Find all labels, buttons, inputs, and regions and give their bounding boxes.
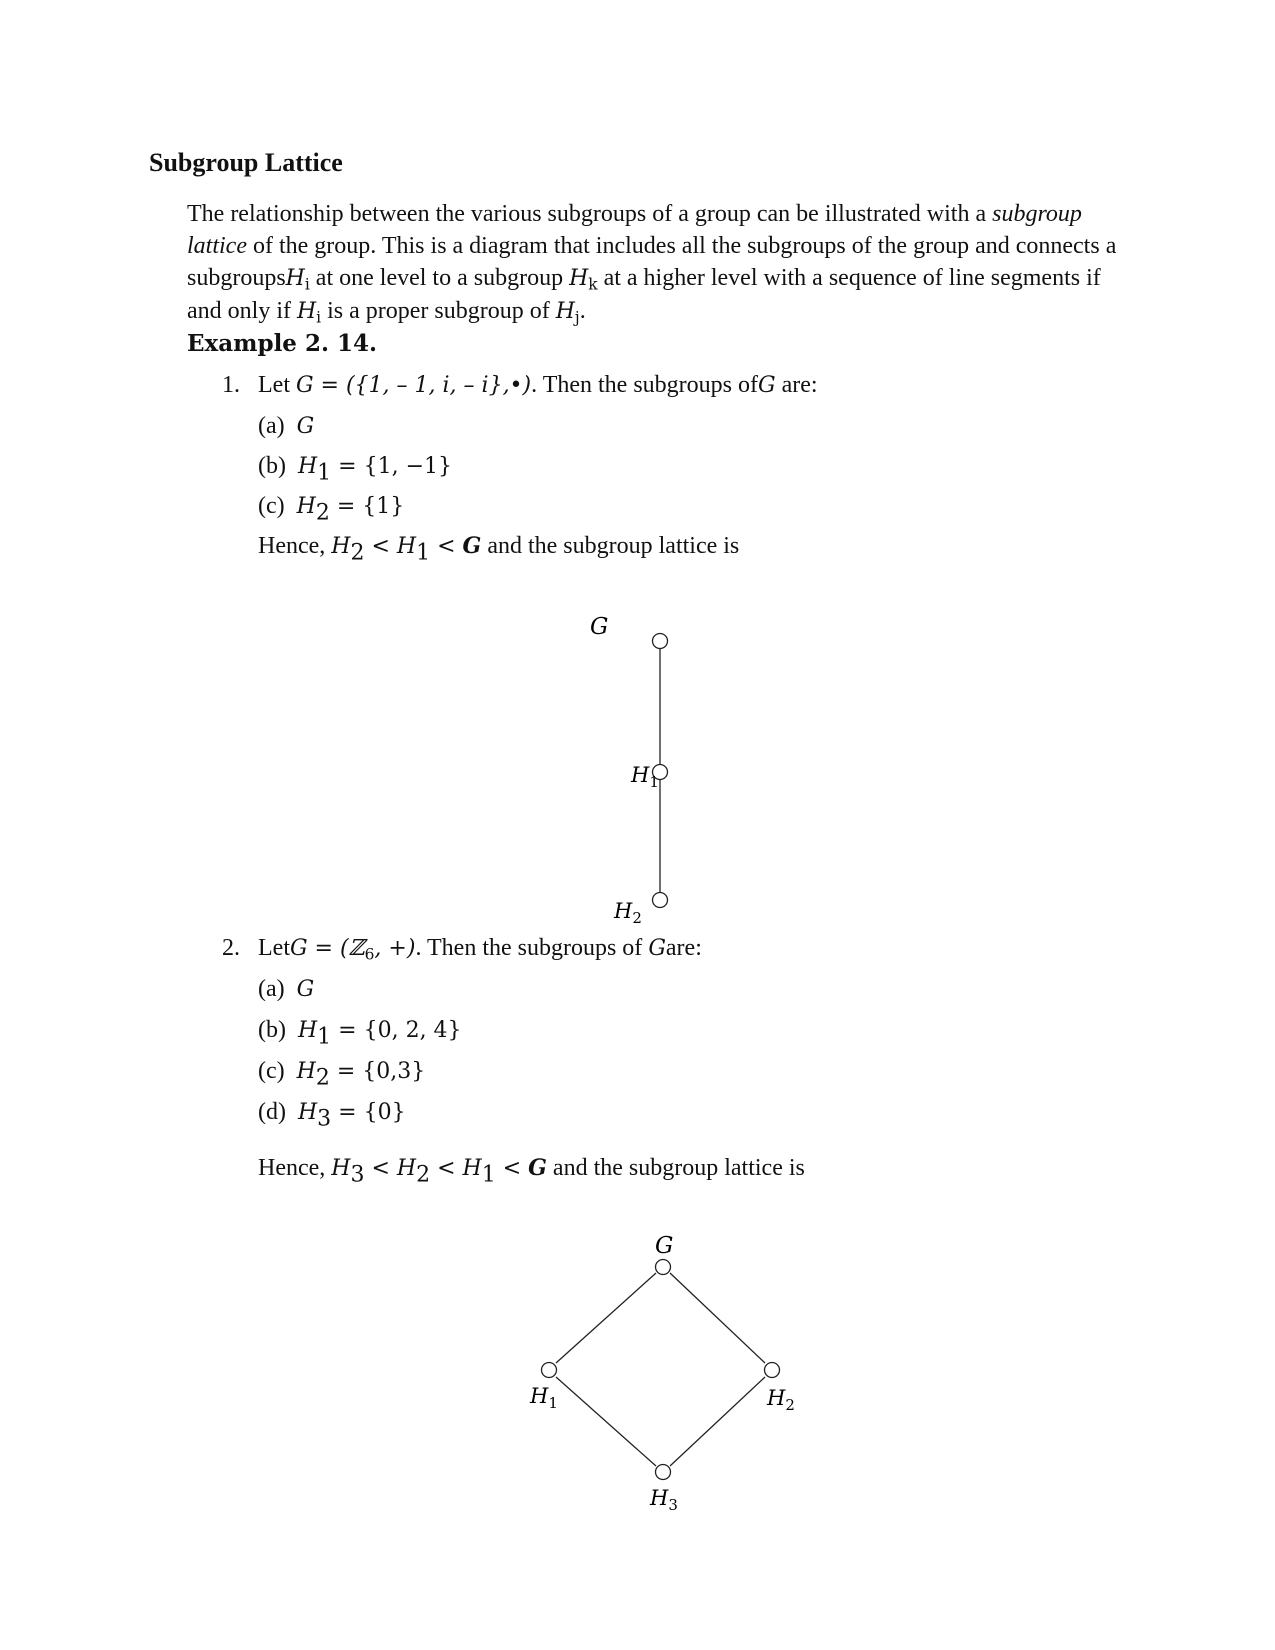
- ex1-label-h2: $H_2$: [614, 899, 642, 927]
- math-h-k: $H_k$: [569, 266, 598, 294]
- ex2-item-a: (a) G: [258, 976, 315, 1002]
- ex2-label-h2: $H_2$: [767, 1386, 795, 1414]
- term-lattice: lattice: [187, 233, 247, 259]
- ex1-number: 1.: [222, 372, 240, 398]
- ex1-conclusion: Hence, $H_2 < H_1 < G$ and the subgroup lattice is: [258, 533, 740, 566]
- ex2-statement: LetG = (ℤ$_6$, +). Then the subgroups of Gare:: [258, 935, 702, 964]
- ex2-number: 2.: [222, 935, 240, 961]
- ex2-edge-h2-h3: [670, 1377, 765, 1466]
- ex2-edge-h1-h3: [556, 1377, 656, 1466]
- ex1-statement: Let G = ({1, – 1, i, – i},•). Then the subgroups ofG are:: [258, 372, 818, 398]
- ex2-item-d: (d) $H_3 = \{0\}$: [258, 1099, 406, 1132]
- ex1-group-def: G = ({1, – 1, i, – i},•): [295, 373, 532, 398]
- ex1-item-b: (b) $H_1 = \{1$, −1}: [258, 453, 452, 486]
- ex2-edge-g-h2: [670, 1273, 765, 1363]
- ex1-label-h1: $H_1$: [631, 763, 659, 791]
- intro-line-1: The relationship between the various subgroups of a group can be illustrated with a subgroup: [187, 201, 1082, 227]
- example-label: Example 2. 14.: [187, 330, 377, 357]
- ex1-label-g: G: [590, 614, 609, 640]
- section-title: Subgroup Lattice: [149, 148, 343, 177]
- ex2-node-h2: [765, 1363, 780, 1378]
- ex2-node-g: [656, 1260, 671, 1275]
- intro-line-4: and only if $H_i$ is a proper subgroup of $H_j$.: [187, 298, 586, 327]
- ex2-conclusion: Hence, $H_3 < H_2 < H_1 < G$ and the subgroup lattice is: [258, 1155, 805, 1188]
- term-subgroup: subgroup: [992, 201, 1082, 227]
- ex2-label-h1: $H_1$: [530, 1384, 558, 1412]
- math-h-i-2: $H_i$: [296, 299, 322, 327]
- ex2-label-h3: $H_3$: [650, 1486, 678, 1514]
- intro-line-2: lattice of the group. This is a diagram that includes all the subgroups of the group and connects a: [187, 233, 1117, 259]
- ex2-item-c: (c) $H_2 = \{0,3\}$: [258, 1058, 426, 1091]
- ex2-item-b: (b) $H_1 = \{0$, 2, 4}: [258, 1017, 462, 1050]
- ex2-node-h3: [656, 1465, 671, 1480]
- intro-line-3: subgroupsH$_i$ at one level to a subgroup $H_k$ at a higher level with a sequence of line segments if: [187, 265, 1101, 294]
- ex1-node-g: [653, 634, 668, 649]
- ex2-edge-g-h1: [556, 1273, 656, 1363]
- math-h-i: $H_i$: [285, 266, 310, 294]
- ex1-item-c: (c) $H_2 = \{1\}$: [258, 493, 405, 526]
- math-h-j: $H_j$: [555, 299, 580, 327]
- ex2-group-def: G = (ℤ$_6$, +): [289, 936, 416, 964]
- ex1-item-a: (a) G: [258, 413, 315, 439]
- ex2-label-g: G: [655, 1233, 674, 1259]
- ex1-node-h2: [653, 893, 668, 908]
- ex2-node-h1: [542, 1363, 557, 1378]
